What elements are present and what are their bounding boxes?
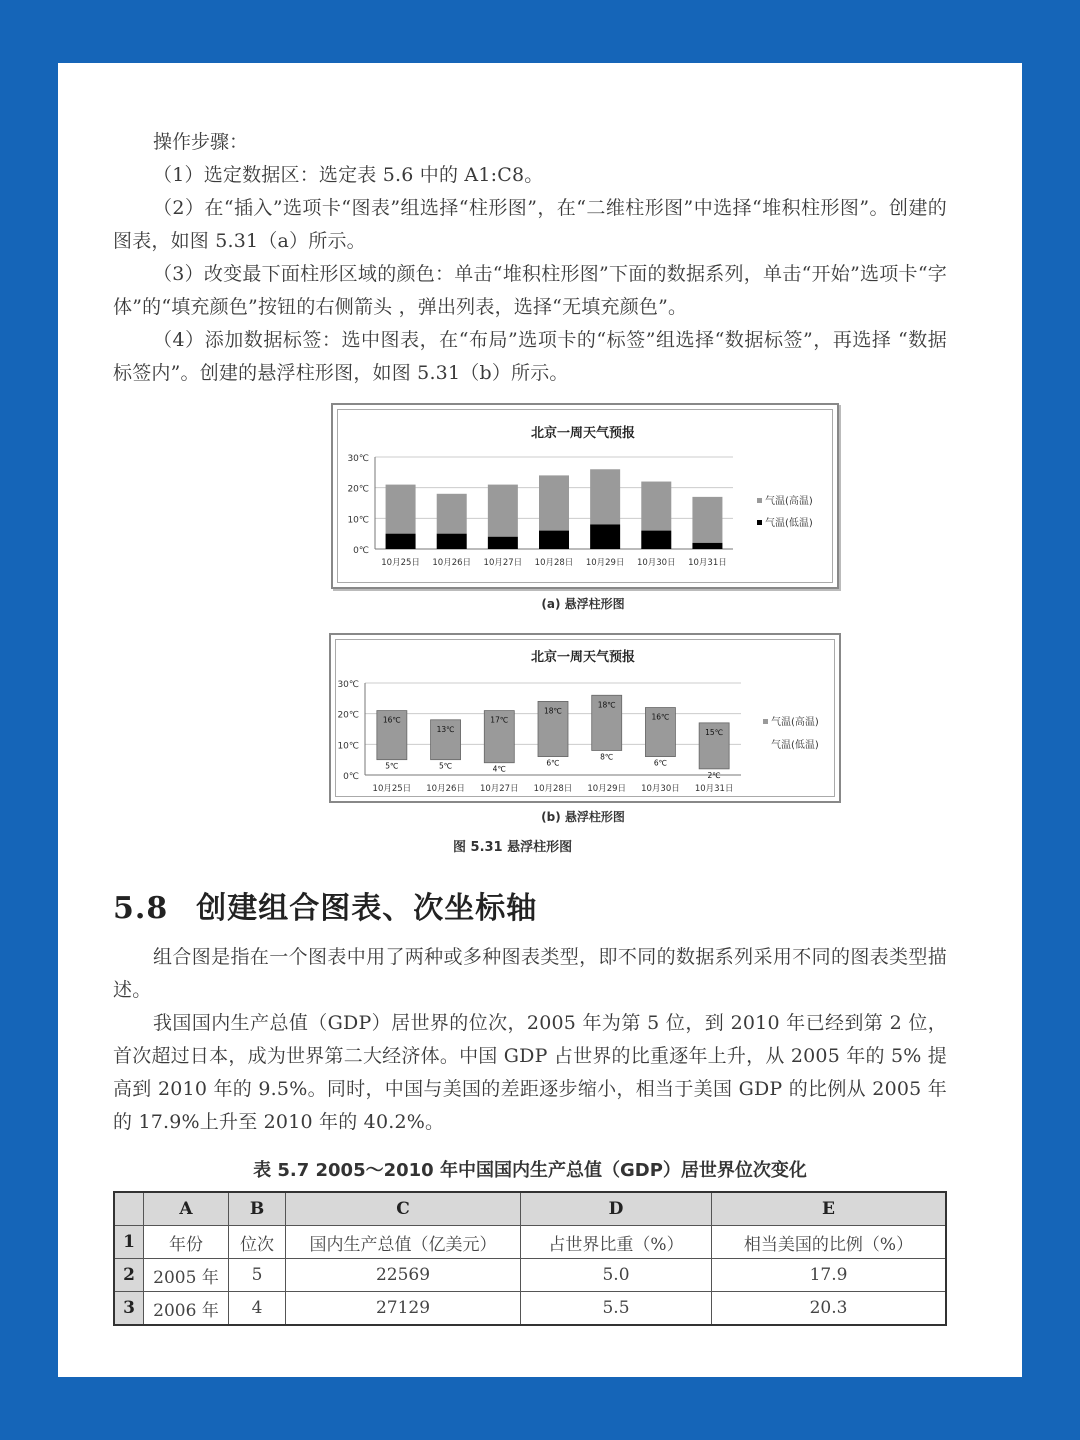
bar-high — [488, 485, 518, 537]
y-tick-label: 30℃ — [337, 680, 359, 690]
table-cell: 年份 — [144, 1226, 229, 1259]
row-number: 2 — [114, 1259, 144, 1292]
paragraph-2: 我国国内生产总值（GDP）居世界的位次，2005 年为第 5 位，到 2010 年已经到第 2 位，首次超过日本，成为世界第二大经济体。中国 GDP 占世界的比重逐年上升，从 2005 年的 5% 提高到 2010 年的 9.5%。同时，中国与美国的差距逐步缩小，相当于美国 GDP 的比例从 2005 年的 17.9%上升至 2010 年的 40.2%。 — [113, 1012, 947, 1133]
table-cell: 4 — [229, 1292, 286, 1326]
low-data-label: 8℃ — [600, 752, 614, 762]
table-row — [114, 1292, 946, 1326]
steps-title: 操作步骤： — [153, 131, 249, 153]
table-row — [114, 1259, 946, 1292]
table-cell: 5.0 — [521, 1259, 712, 1292]
x-tick-label: 10月29日 — [587, 784, 627, 794]
section-number: 5.8 — [113, 891, 169, 926]
bar-high — [437, 494, 467, 534]
range-data-label: 16℃ — [382, 715, 401, 725]
table-cell: 位次 — [229, 1226, 286, 1259]
table-cell: 2005 年 — [144, 1259, 229, 1292]
low-data-label: 6℃ — [546, 758, 560, 768]
bar-high — [692, 497, 722, 543]
col-letter-b: B — [229, 1192, 286, 1226]
section-body — [113, 941, 947, 1139]
bar-low — [692, 543, 722, 549]
range-data-label: 18℃ — [597, 700, 616, 710]
table-row — [114, 1226, 946, 1259]
bar-low — [386, 534, 416, 549]
y-tick-label: 30℃ — [347, 454, 369, 464]
step-2: （2）在“插入”选项卡“图表”组选择“柱形图”，在“二维柱形图”中选择“堆积柱形图”。创建的图表，如图 5.31（a）所示。 — [113, 197, 947, 252]
range-data-label: 16℃ — [651, 712, 670, 722]
table-title: 表 5.7 2005～2010 年中国国内生产总值（GDP）居世界位次变化 — [253, 1160, 807, 1181]
x-tick-label: 10月31日 — [688, 558, 727, 568]
x-tick-label: 10月30日 — [641, 784, 680, 794]
section-title-text: 创建组合图表、次坐标轴 — [196, 891, 538, 926]
x-tick-label: 10月25日 — [372, 784, 412, 794]
y-tick-label: 20℃ — [347, 484, 369, 495]
chart-a-svg — [333, 405, 837, 587]
chart-b-svg — [331, 635, 839, 801]
legend-label-low: 气温(低温) — [771, 740, 819, 751]
x-tick-label: 10月29日 — [585, 558, 625, 568]
x-tick-label: 10月26日 — [426, 784, 465, 794]
legend-swatch-low — [757, 520, 762, 525]
step-4: （4）添加数据标签：选中图表，在“布局”选项卡的“标签”组选择“数据标签”，再选择 “数据标签内”。创建的悬浮柱形图，如图 5.31（b）所示。 — [113, 329, 947, 384]
bar-high — [539, 475, 569, 530]
bar-low — [590, 524, 620, 549]
bar-low — [641, 531, 671, 549]
low-data-label: 6℃ — [653, 758, 668, 768]
y-tick-label: 0℃ — [343, 772, 359, 782]
row-number: 3 — [114, 1292, 144, 1326]
legend-label-high: 气温(高温) — [771, 717, 819, 728]
document-page — [58, 63, 1022, 1377]
low-data-label: 5℃ — [385, 761, 399, 771]
col-letter-c: C — [286, 1192, 521, 1226]
y-tick-label: 10℃ — [347, 515, 369, 526]
chart-title: 北京一周天气预报 — [530, 650, 636, 665]
bar-high — [641, 482, 671, 531]
range-data-label: 13℃ — [436, 724, 455, 734]
gdp-table — [113, 1191, 947, 1326]
table-cell: 5.5 — [521, 1292, 712, 1326]
x-tick-label: 10月25日 — [381, 558, 420, 568]
table-cell: 22569 — [286, 1259, 521, 1292]
chart-a-caption: (a) 悬浮柱形图 — [541, 597, 625, 611]
bar-high — [386, 485, 416, 534]
table-cell: 相当美国的比例（%） — [712, 1226, 947, 1259]
chart-title: 北京一周天气预报 — [530, 426, 636, 441]
table-cell: 20.3 — [712, 1292, 947, 1326]
stacked-column-chart — [331, 403, 839, 589]
bar-low — [539, 531, 569, 549]
x-tick-label: 10月27日 — [479, 784, 519, 794]
bar-low — [437, 534, 467, 549]
range-data-label: 17℃ — [490, 715, 509, 725]
table-header-row — [114, 1192, 946, 1226]
row-number: 1 — [114, 1226, 144, 1259]
step-3: （3）改变最下面柱形区域的颜色：单击“堆积柱形图”下面的数据系列，单击“开始”选项卡“字体”的“填充颜色”按钮的右侧箭头 ，弹出列表，选择“无填充颜色”。 — [113, 263, 947, 318]
range-data-label: 15℃ — [705, 727, 724, 737]
low-data-label: 4℃ — [492, 764, 506, 774]
bar-low — [488, 537, 518, 549]
legend-label-high: 气温(高温) — [765, 496, 813, 507]
col-letter-a: A — [144, 1192, 229, 1226]
floating-column-chart — [329, 633, 841, 803]
corner-cell — [114, 1192, 144, 1226]
table-cell: 国内生产总值（亿美元） — [286, 1226, 521, 1259]
legend-label-low: 气温(低温) — [765, 518, 813, 529]
figure-caption: 图 5.31 悬浮柱形图 — [453, 840, 573, 855]
range-data-label: 18℃ — [544, 706, 562, 716]
table-cell: 27129 — [286, 1292, 521, 1326]
x-tick-label: 10月27日 — [483, 558, 523, 568]
legend-swatch-high — [757, 498, 762, 503]
low-data-label: 5℃ — [438, 761, 453, 771]
steps-list — [113, 159, 947, 390]
low-data-label: 2℃ — [707, 770, 721, 780]
x-tick-label: 10月31日 — [694, 784, 734, 794]
paragraph-1: 组合图是指在一个图表中用了两种或多种图表类型，即不同的数据系列采用不同的图表类型描述。 — [113, 946, 947, 1001]
x-tick-label: 10月28日 — [533, 784, 573, 794]
table-cell: 占世界比重（%） — [521, 1226, 712, 1259]
y-tick-label: 20℃ — [337, 710, 359, 721]
section-heading — [113, 883, 537, 927]
x-tick-label: 10月28日 — [534, 558, 574, 568]
chart-b-caption: (b) 悬浮柱形图 — [541, 810, 625, 824]
step-1: （1）选定数据区：选定表 5.6 中的 A1:C8。 — [153, 164, 544, 186]
legend-swatch-high — [763, 719, 768, 724]
table-cell: 5 — [229, 1259, 286, 1292]
col-letter-e: E — [712, 1192, 947, 1226]
table-cell: 2006 年 — [144, 1292, 229, 1326]
y-tick-label: 10℃ — [337, 741, 359, 752]
x-tick-label: 10月30日 — [636, 558, 676, 568]
bar-high — [590, 469, 620, 524]
y-tick-label: 0℃ — [353, 546, 369, 556]
x-tick-label: 10月26日 — [432, 558, 472, 568]
table-cell: 17.9 — [712, 1259, 947, 1292]
col-letter-d: D — [521, 1192, 712, 1226]
